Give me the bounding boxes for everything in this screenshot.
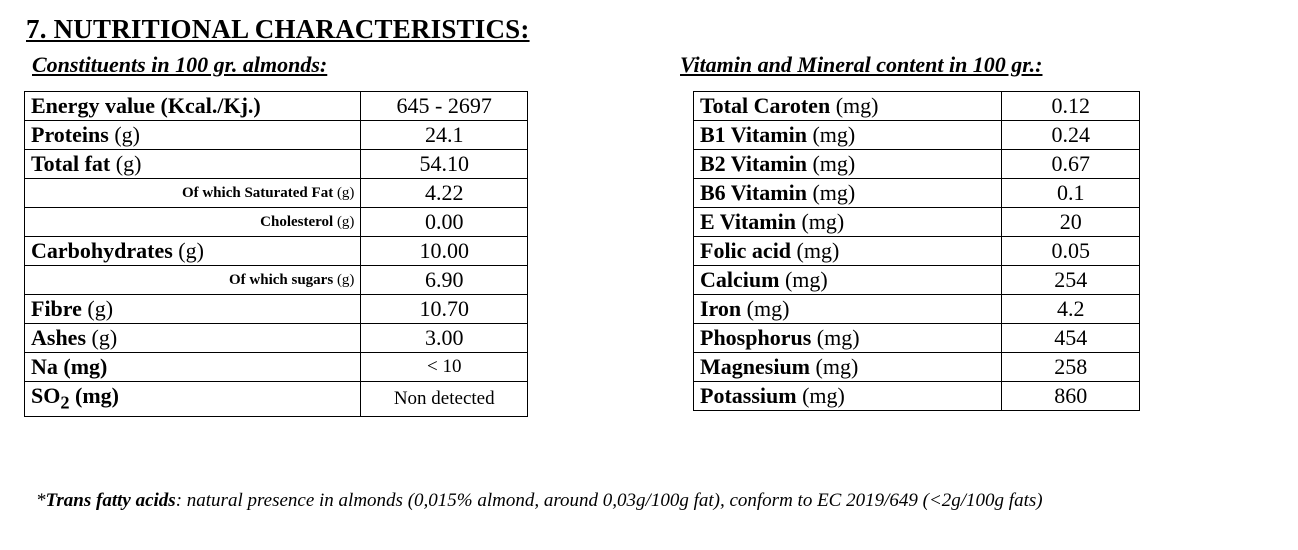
row-label: Energy value (Kcal./Kj.) xyxy=(25,92,361,121)
row-value: 4.22 xyxy=(361,179,528,208)
table-row xyxy=(25,208,528,237)
row-value: 0.1 xyxy=(1002,179,1140,208)
table-row xyxy=(694,295,1140,324)
table-row xyxy=(694,382,1140,411)
row-label: Phosphorus (mg) xyxy=(694,324,1002,353)
table-row xyxy=(25,353,528,382)
row-value: 258 xyxy=(1002,353,1140,382)
table-row xyxy=(25,179,528,208)
row-value: < 10 xyxy=(361,353,528,382)
trans-fat-footnote: *Trans fatty acids: natural presence in almonds (0,015% almond, around 0,03g/100g fat), conform to EC 2019/649 (<2g/100g fats) xyxy=(36,490,1043,511)
table-row xyxy=(694,92,1140,121)
row-value: 54.10 xyxy=(361,150,528,179)
row-label: E Vitamin (mg) xyxy=(694,208,1002,237)
row-label: Carbohydrates (g) xyxy=(25,237,361,266)
table-row xyxy=(694,266,1140,295)
row-value: 10.70 xyxy=(361,295,528,324)
table-row xyxy=(25,324,528,353)
table-row xyxy=(25,382,528,417)
row-label: Fibre (g) xyxy=(25,295,361,324)
row-label: Ashes (g) xyxy=(25,324,361,353)
table-row xyxy=(694,324,1140,353)
table-row xyxy=(25,92,528,121)
row-label: Total Caroten (mg) xyxy=(694,92,1002,121)
row-value: 6.90 xyxy=(361,266,528,295)
row-label: Iron (mg) xyxy=(694,295,1002,324)
row-value: 24.1 xyxy=(361,121,528,150)
row-value: 20 xyxy=(1002,208,1140,237)
row-label: Magnesium (mg) xyxy=(694,353,1002,382)
table-row xyxy=(694,179,1140,208)
table-row xyxy=(694,121,1140,150)
row-label: $SO_2$ (mg) xyxy=(25,382,361,417)
row-value: 4.2 xyxy=(1002,295,1140,324)
row-label: Of which Saturated Fat (g) xyxy=(25,179,361,208)
table-row xyxy=(694,150,1140,179)
vitamin-mineral-table xyxy=(693,91,1140,411)
row-label: B6 Vitamin (mg) xyxy=(694,179,1002,208)
table-row xyxy=(694,208,1140,237)
table-row xyxy=(25,150,528,179)
table-row xyxy=(694,237,1140,266)
table-row xyxy=(694,353,1140,382)
row-value: 454 xyxy=(1002,324,1140,353)
row-label: Calcium (mg) xyxy=(694,266,1002,295)
row-value: 645 - 2697 xyxy=(361,92,528,121)
row-value: 0.05 xyxy=(1002,237,1140,266)
row-value: 254 xyxy=(1002,266,1140,295)
page-title: 7. NUTRITIONAL CHARACTERISTICS: xyxy=(26,14,530,44)
row-value: 0.12 xyxy=(1002,92,1140,121)
constituents-heading: Constituents in 100 gr. almonds: xyxy=(32,52,328,77)
row-label: B1 Vitamin (mg) xyxy=(694,121,1002,150)
table-row xyxy=(25,237,528,266)
row-value: 3.00 xyxy=(361,324,528,353)
table-row xyxy=(25,266,528,295)
row-label: Cholesterol (g) xyxy=(25,208,361,237)
row-label: Potassium (mg) xyxy=(694,382,1002,411)
table-row xyxy=(25,121,528,150)
row-label: Proteins (g) xyxy=(25,121,361,150)
constituents-table xyxy=(24,91,528,417)
row-label: Total fat (g) xyxy=(25,150,361,179)
table-row xyxy=(25,295,528,324)
row-value: 0.67 xyxy=(1002,150,1140,179)
vitamin-mineral-heading: Vitamin and Mineral content in 100 gr.: xyxy=(680,52,1043,77)
row-value: 0.24 xyxy=(1002,121,1140,150)
row-value: 10.00 xyxy=(361,237,528,266)
row-value: 860 xyxy=(1002,382,1140,411)
row-value: Non detected xyxy=(361,382,528,417)
row-label: Na (mg) xyxy=(25,353,361,382)
row-label: B2 Vitamin (mg) xyxy=(694,150,1002,179)
row-label: Of which sugars (g) xyxy=(25,266,361,295)
row-label: Folic acid (mg) xyxy=(694,237,1002,266)
row-value: 0.00 xyxy=(361,208,528,237)
